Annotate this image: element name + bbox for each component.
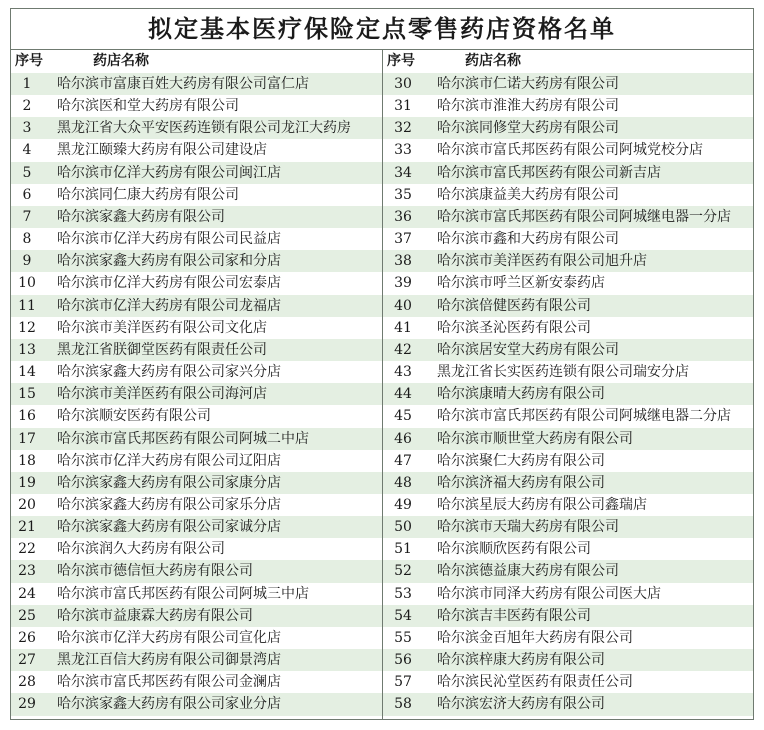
table-row [383,184,753,206]
pharmacy-name: 哈尔滨居安堂大药房有限公司 [437,341,619,358]
table-row [383,206,753,228]
row-number: 15 [18,386,36,403]
pharmacy-name: 哈尔滨市益康霖大药房有限公司 [57,607,253,624]
table-row [11,605,382,627]
pharmacy-name: 哈尔滨同修堂大药房有限公司 [437,120,619,137]
row-number: 56 [394,652,412,669]
pharmacy-name: 哈尔滨市美洋医药有限公司海河店 [57,386,267,403]
table-row [383,538,753,560]
row-number: 38 [394,253,412,270]
row-number: 47 [394,452,412,469]
table-row [383,583,753,605]
pharmacy-name: 哈尔滨市富氏邦医药有限公司阿城党校分店 [437,142,703,159]
table-row [383,649,753,671]
table-row [383,405,753,427]
row-number: 40 [394,297,412,314]
table-row [11,649,382,671]
row-number: 44 [394,386,412,403]
table-row [11,472,382,494]
pharmacy-name: 黑龙江百信大药房有限公司御景湾店 [57,652,281,669]
pharmacy-name: 哈尔滨市天瑞大药房有限公司 [437,519,619,536]
pharmacy-name: 哈尔滨金百旭年大药房有限公司 [437,629,633,646]
row-number: 57 [394,674,412,691]
table-row [11,450,382,472]
row-number: 30 [394,76,412,92]
row-number: 43 [394,364,412,381]
row-number: 39 [394,275,412,292]
table-row [11,250,382,272]
row-number: 23 [18,563,36,580]
header-name: 药店名称 [93,53,149,69]
row-number: 1 [22,76,32,92]
header-name: 药店名称 [465,53,521,69]
row-number: 34 [394,164,412,181]
table-row [11,671,382,693]
table-row [383,472,753,494]
row-number: 28 [18,674,36,691]
table-row [11,627,382,649]
row-number: 20 [18,496,36,513]
row-number: 3 [22,120,32,137]
pharmacy-name: 哈尔滨市富氏邦医药有限公司阿城继电器一分店 [437,208,731,225]
pharmacy-name: 哈尔滨市亿洋大药房有限公司闽江店 [57,164,281,181]
pharmacy-name: 哈尔滨市同泽大药房有限公司医大店 [437,585,661,602]
table-row [11,383,382,405]
table-row [383,516,753,538]
table-row [383,339,753,361]
pharmacy-name: 哈尔滨市富氏邦医药有限公司阿城继电器二分店 [437,408,731,425]
row-number: 18 [18,452,36,469]
right-rows [383,73,753,716]
table-row [11,272,382,294]
row-number: 2 [22,98,32,115]
pharmacy-name: 哈尔滨市顺世堂大药房有限公司 [437,430,633,447]
row-number: 16 [18,408,36,425]
table-row [11,184,382,206]
pharmacy-name: 哈尔滨圣沁医药有限公司 [437,319,591,336]
table-row [383,693,753,715]
row-number: 9 [22,253,32,270]
row-number: 17 [18,430,36,447]
table-row [11,693,382,715]
row-number: 11 [18,297,36,314]
table-row [11,583,382,605]
table-row [383,73,753,95]
table-row [11,317,382,339]
table-row [383,627,753,649]
table-row [383,272,753,294]
table-row [383,250,753,272]
row-number: 29 [18,696,36,713]
pharmacy-name: 哈尔滨市亿洋大药房有限公司辽阳店 [57,452,281,469]
row-number: 19 [18,474,36,491]
table-row [11,139,382,161]
row-number: 36 [394,208,412,225]
row-number: 31 [394,98,412,115]
column-header [11,50,382,73]
table-row [383,228,753,250]
pharmacy-name: 哈尔滨康晴大药房有限公司 [437,386,605,403]
pharmacy-name: 哈尔滨家鑫大药房有限公司家兴分店 [57,364,281,381]
table-row [383,383,753,405]
table-row [383,605,753,627]
table-row [383,95,753,117]
table-row [383,139,753,161]
pharmacy-name: 哈尔滨市鑫和大药房有限公司 [437,231,619,248]
left-rows [11,73,382,716]
header-number: 序号 [387,53,415,69]
row-number: 8 [22,231,32,248]
pharmacy-name: 哈尔滨市呼兰区新安泰药店 [437,275,605,292]
table-row [11,73,382,95]
right-column [383,50,753,719]
table-row [383,317,753,339]
pharmacy-name: 哈尔滨宏济大药房有限公司 [437,696,605,713]
table-row [11,95,382,117]
table-row [383,450,753,472]
pharmacy-name: 哈尔滨顺安医药有限公司 [57,408,211,425]
pharmacy-name: 哈尔滨市富氏邦医药有限公司新吉店 [437,164,661,181]
pharmacy-name: 哈尔滨市仁诺大药房有限公司 [437,76,619,92]
pharmacy-name: 黑龙江颐臻大药房有限公司建设店 [57,142,267,159]
pharmacy-name: 哈尔滨康益美大药房有限公司 [437,186,619,203]
table-row [383,162,753,184]
column-header [383,50,753,73]
pharmacy-name: 哈尔滨家鑫大药房有限公司 [57,208,225,225]
table-row [11,206,382,228]
pharmacy-name: 哈尔滨吉丰医药有限公司 [437,607,591,624]
row-number: 55 [394,629,412,646]
row-number: 35 [394,186,412,203]
row-number: 14 [18,364,36,381]
table-row [11,560,382,582]
table-row [383,560,753,582]
row-number: 41 [394,319,412,336]
row-number: 4 [22,142,32,159]
pharmacy-name: 哈尔滨市亿洋大药房有限公司宏泰店 [57,275,281,292]
row-number: 46 [394,430,412,447]
row-number: 53 [394,585,412,602]
row-number: 13 [18,341,36,358]
table-row [11,339,382,361]
pharmacy-name: 哈尔滨聚仁大药房有限公司 [437,452,605,469]
row-number: 42 [394,341,412,358]
table-row [383,494,753,516]
row-number: 54 [394,607,412,624]
table-row [11,516,382,538]
pharmacy-name: 黑龙江省大众平安医药连锁有限公司龙江大药房 [57,120,351,137]
row-number: 33 [394,142,412,159]
pharmacy-name: 哈尔滨家鑫大药房有限公司家乐分店 [57,496,281,513]
pharmacy-name: 黑龙江省长实医药连锁有限公司瑞安分店 [437,364,689,381]
row-number: 22 [18,541,36,558]
row-number: 50 [394,519,412,536]
row-number: 51 [394,541,412,558]
table-row [383,117,753,139]
pharmacy-name: 哈尔滨倍健医药有限公司 [437,297,591,314]
pharmacy-name: 哈尔滨润久大药房有限公司 [57,541,225,558]
table-row [383,295,753,317]
row-number: 6 [22,186,32,203]
pharmacy-name: 哈尔滨同仁康大药房有限公司 [57,186,239,203]
pharmacy-name: 哈尔滨民沁堂医药有限责任公司 [437,674,633,691]
row-number: 37 [394,231,412,248]
pharmacy-name: 黑龙江省朕御堂医药有限责任公司 [57,341,267,358]
row-number: 21 [18,519,36,536]
pharmacy-name: 哈尔滨市亿洋大药房有限公司民益店 [57,231,281,248]
table-row [11,428,382,450]
pharmacy-name: 哈尔滨德益康大药房有限公司 [437,563,619,580]
row-number: 7 [22,208,32,225]
pharmacy-name: 哈尔滨市淮淮大药房有限公司 [437,98,619,115]
pharmacy-name: 哈尔滨市美洋医药有限公司旭升店 [437,253,647,270]
pharmacy-name: 哈尔滨市富氏邦医药有限公司阿城三中店 [57,585,309,602]
row-number: 49 [394,496,412,513]
row-number: 27 [18,652,36,669]
row-number: 5 [22,164,32,181]
pharmacy-name: 哈尔滨市富氏邦医药有限公司阿城二中店 [57,430,309,447]
pharmacy-name: 哈尔滨家鑫大药房有限公司家康分店 [57,474,281,491]
left-column [11,50,383,719]
row-number: 24 [18,585,36,602]
row-number: 58 [394,696,412,713]
table-row [11,361,382,383]
row-number: 52 [394,563,412,580]
pharmacy-name: 哈尔滨市富氏邦医药有限公司金澜店 [57,674,281,691]
header-number: 序号 [15,53,43,69]
pharmacy-name: 哈尔滨市德信恒大药房有限公司 [57,563,253,580]
row-number: 48 [394,474,412,491]
table-row [383,428,753,450]
pharmacy-name: 哈尔滨市亿洋大药房有限公司龙福店 [57,297,281,314]
row-number: 45 [394,408,412,425]
table-row [11,162,382,184]
pharmacy-name: 哈尔滨市富康百姓大药房有限公司富仁店 [57,76,309,92]
pharmacy-name: 哈尔滨市亿洋大药房有限公司宣化店 [57,629,281,646]
pharmacy-name: 哈尔滨梓康大药房有限公司 [437,652,605,669]
pharmacy-name: 哈尔滨家鑫大药房有限公司家和分店 [57,253,281,270]
table-row [11,117,382,139]
row-number: 32 [394,120,412,137]
pharmacy-name: 哈尔滨济福大药房有限公司 [437,474,605,491]
table-row [11,228,382,250]
table-row [383,361,753,383]
row-number: 10 [18,275,36,292]
table-row [11,538,382,560]
pharmacy-name: 哈尔滨家鑫大药房有限公司家诚分店 [57,519,281,536]
page-title: 拟定基本医疗保险定点零售药店资格名单 [11,9,753,50]
row-number: 12 [18,319,36,336]
pharmacy-name: 哈尔滨顺欣医药有限公司 [437,541,591,558]
pharmacy-name: 哈尔滨家鑫大药房有限公司家业分店 [57,696,281,713]
table-row [11,295,382,317]
table-row [383,671,753,693]
table-row [11,405,382,427]
table-row [11,494,382,516]
row-number: 25 [18,607,36,624]
pharmacy-name: 哈尔滨星辰大药房有限公司鑫瑞店 [437,496,647,513]
pharmacy-name: 哈尔滨医和堂大药房有限公司 [57,98,239,115]
pharmacy-name: 哈尔滨市美洋医药有限公司文化店 [57,319,267,336]
row-number: 26 [18,629,36,646]
table-frame [10,8,754,720]
